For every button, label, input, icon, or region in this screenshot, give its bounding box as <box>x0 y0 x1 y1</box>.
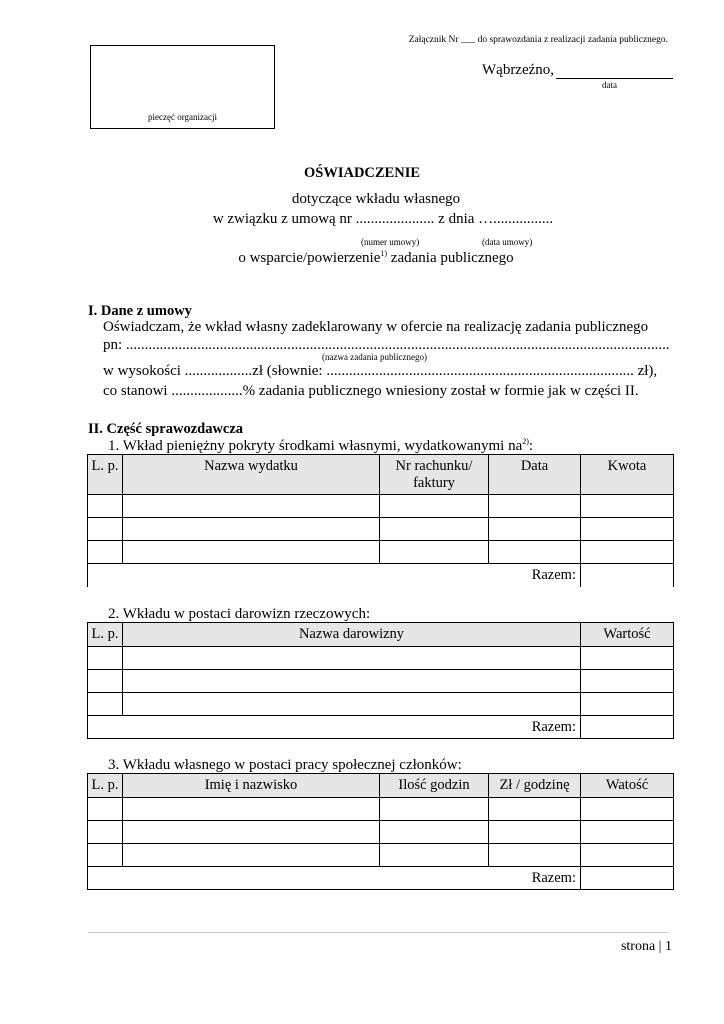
table-cell[interactable] <box>581 844 674 867</box>
cash-contribution-table <box>87 454 674 587</box>
table-cell[interactable] <box>123 541 380 564</box>
footnote-1: 1) <box>380 249 388 258</box>
subtitle-line-3 <box>0 249 724 267</box>
volunteer-work-table <box>87 773 674 890</box>
contract-number-label: (numer umowy) <box>361 237 420 247</box>
col-header-value: Watość <box>581 774 674 798</box>
table-cell[interactable] <box>380 518 489 541</box>
section-1-line-3: w wysokości ..................zł (słownie: .................................................................................. zł), <box>103 363 658 379</box>
donations-table <box>87 622 674 739</box>
table-cell[interactable] <box>380 798 489 821</box>
table-cell[interactable] <box>380 844 489 867</box>
table-header-row <box>88 455 674 495</box>
total-label: Razem: <box>88 716 581 739</box>
table-cell[interactable] <box>489 821 581 844</box>
total-row <box>88 564 674 587</box>
col-header-lp: L. p. <box>88 623 123 647</box>
table-row <box>88 798 674 821</box>
table-cell[interactable] <box>123 844 380 867</box>
table-cell[interactable] <box>123 693 581 716</box>
table-cell[interactable] <box>581 670 674 693</box>
item-1-colon: : <box>528 438 534 454</box>
col-header-lp: L. p. <box>88 774 123 798</box>
col-header-value: Wartość <box>581 623 674 647</box>
date-label: data <box>602 80 617 90</box>
section-1-line-4: co stanowi ...................% zadania publicznego wniesiony został w formie jak w części II. <box>103 383 639 399</box>
section-1-line-2: pn: ................................................................................................................................................. <box>103 337 670 353</box>
document-title: OŚWIADCZENIE <box>303 165 421 181</box>
table-cell[interactable] <box>88 693 123 716</box>
table-cell[interactable] <box>88 798 123 821</box>
col-header-amount: Kwota <box>581 455 674 495</box>
section-1-line-1: Oświadczam, że wkład własny zadeklarowany w ofercie na realizację zadania publicznego <box>103 319 649 335</box>
table-cell[interactable] <box>123 821 380 844</box>
footer-divider <box>88 932 668 933</box>
col-header-donation-name: Nazwa darowizny <box>123 623 581 647</box>
task-name-label: (nazwa zadania publicznego) <box>322 352 427 362</box>
table-cell[interactable] <box>581 647 674 670</box>
table-cell[interactable] <box>88 495 123 518</box>
table-cell[interactable] <box>489 798 581 821</box>
item-1-label <box>108 437 533 455</box>
col-header-rate: Zł / godzinę <box>489 774 581 798</box>
total-value-cell[interactable] <box>581 867 674 890</box>
place-date-line <box>482 62 673 79</box>
table-cell[interactable] <box>489 495 581 518</box>
col-header-invoice-number: Nr rachunku/ faktury <box>380 455 489 495</box>
total-amount-cell[interactable] <box>581 564 674 587</box>
table-cell[interactable] <box>123 670 581 693</box>
table-cell[interactable] <box>581 495 674 518</box>
page-number: strona | 1 <box>620 939 672 954</box>
table-cell[interactable] <box>88 844 123 867</box>
table-row <box>88 693 674 716</box>
section-2-heading: II. Część sprawozdawcza <box>88 421 244 437</box>
col-header-lp: L. p. <box>88 455 123 495</box>
table-cell[interactable] <box>380 495 489 518</box>
table-cell[interactable] <box>380 541 489 564</box>
table-cell[interactable] <box>88 647 123 670</box>
footnote-2: 2) <box>522 437 529 446</box>
item-2-label: 2. Wkładu w postaci darowizn rzeczowych: <box>108 606 371 622</box>
table-cell[interactable] <box>88 670 123 693</box>
place-name: Wąbrzeźno, <box>482 62 555 78</box>
table-cell[interactable] <box>489 844 581 867</box>
col-header-full-name: Imię i nazwisko <box>123 774 380 798</box>
table-row <box>88 844 674 867</box>
table-cell[interactable] <box>489 518 581 541</box>
item-1-text: 1. Wkład pieniężny pokryty środkami własnymi, wydatkowanymi na <box>108 438 523 454</box>
table-cell[interactable] <box>123 495 380 518</box>
table-cell[interactable] <box>380 821 489 844</box>
table-row <box>88 495 674 518</box>
date-blank[interactable] <box>556 64 673 79</box>
subtitle-line-2: w związku z umową nr ..................... z dnia …................ <box>212 211 554 227</box>
table-cell[interactable] <box>123 798 380 821</box>
table-header-row <box>88 774 674 798</box>
section-1-heading: I. Dane z umowy <box>88 303 192 319</box>
stamp-label: pieczęć organizacji <box>147 112 218 122</box>
item-3-label: 3. Wkładu własnego w postaci pracy społecznej członków: <box>108 757 462 773</box>
table-cell[interactable] <box>581 798 674 821</box>
table-cell[interactable] <box>88 518 123 541</box>
annex-note: Załącznik Nr ___ do sprawozdania z realizacji zadania publicznego. <box>408 35 668 45</box>
table-cell[interactable] <box>489 541 581 564</box>
table-row <box>88 518 674 541</box>
table-row <box>88 670 674 693</box>
col-header-date: Data <box>489 455 581 495</box>
col-header-expense-name: Nazwa wydatku <box>123 455 380 495</box>
total-label: Razem: <box>88 867 581 890</box>
subtitle-line-3-suffix: zadania publicznego <box>387 250 514 266</box>
subtitle-line-3-prefix: o wsparcie/powierzenie <box>238 250 381 266</box>
table-cell[interactable] <box>581 821 674 844</box>
col-header-hours: Ilość godzin <box>380 774 489 798</box>
table-cell[interactable] <box>123 647 581 670</box>
table-cell[interactable] <box>88 821 123 844</box>
total-row <box>88 716 674 739</box>
table-cell[interactable] <box>88 541 123 564</box>
table-cell[interactable] <box>581 693 674 716</box>
table-cell[interactable] <box>123 518 380 541</box>
table-cell[interactable] <box>581 541 674 564</box>
table-row <box>88 541 674 564</box>
table-row <box>88 647 674 670</box>
contract-date-label: (data umowy) <box>482 237 533 247</box>
total-row <box>88 867 674 890</box>
table-cell[interactable] <box>581 518 674 541</box>
subtitle-line-1: dotyczące wkładu własnego <box>291 191 461 207</box>
stamp-box <box>90 45 275 129</box>
total-value-cell[interactable] <box>581 716 674 739</box>
total-label: Razem: <box>88 564 581 587</box>
table-row <box>88 821 674 844</box>
table-header-row <box>88 623 674 647</box>
